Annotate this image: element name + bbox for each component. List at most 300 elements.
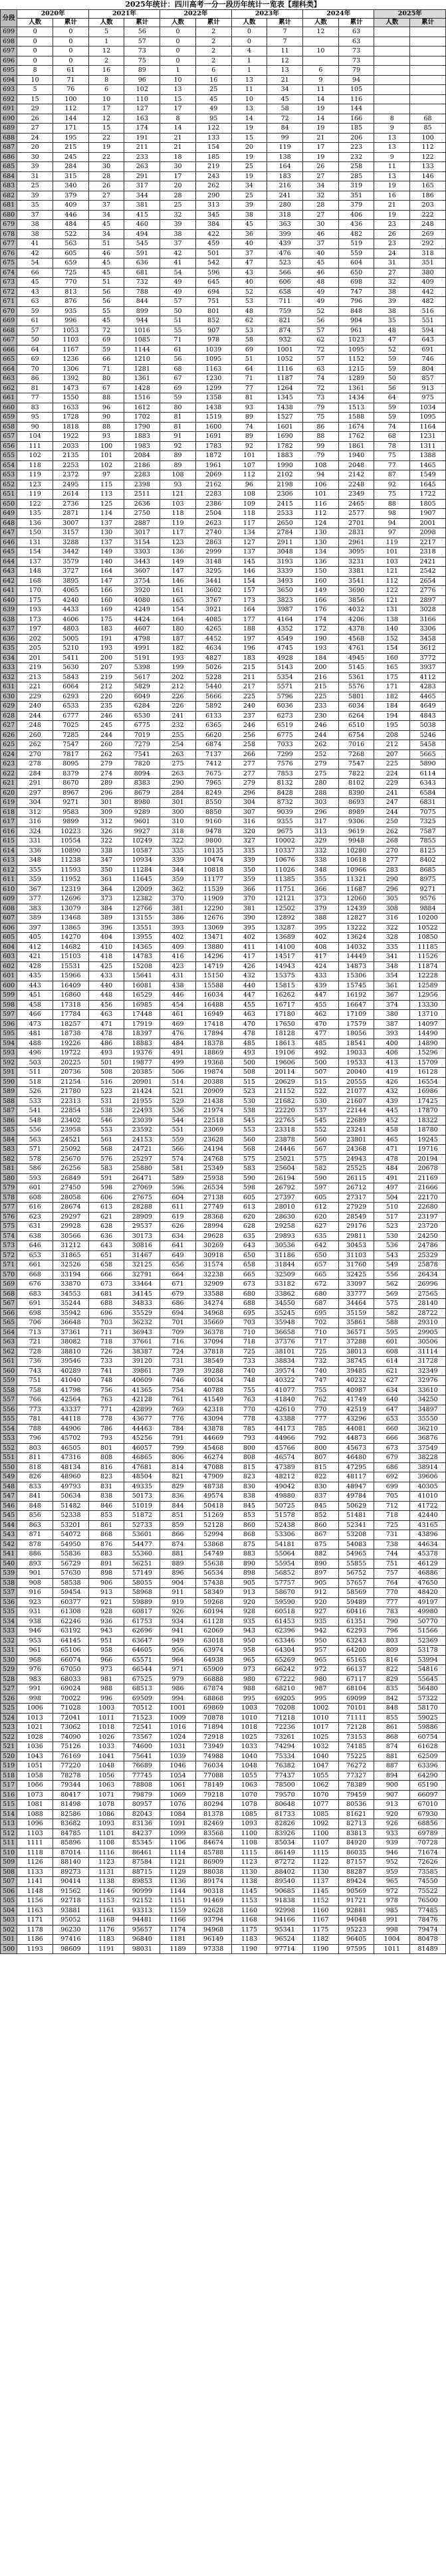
count-cell: 717 [303, 1338, 339, 1347]
count-cell: 754 [160, 1385, 196, 1395]
score-cell: 573 [1, 1241, 17, 1251]
count-cell: 458 [17, 1000, 53, 1010]
count-cell: 1168 [231, 1916, 267, 1926]
count-cell: 370 [231, 894, 267, 904]
count-cell: 1018 [88, 1723, 124, 1733]
cumulative-cell: 40788 [195, 1385, 231, 1395]
cumulative-cell: 42440 [410, 1511, 446, 1521]
cumulative-cell: 49 [195, 104, 231, 114]
count-cell: 408 [303, 942, 339, 952]
cumulative-cell: 2033 [53, 441, 89, 451]
count-cell: 244 [303, 730, 339, 740]
count-cell: 596 [160, 1183, 196, 1193]
count-cell: 339 [160, 856, 196, 866]
cumulative-cell: 28630 [267, 1212, 303, 1222]
count-cell: 916 [17, 1588, 53, 1598]
cumulative-cell: 89540 [267, 1877, 303, 1887]
cumulative-cell: 22220 [267, 1106, 303, 1116]
count-cell: 709 [160, 1328, 196, 1338]
table-row [1, 1694, 446, 1704]
cumulative-cell: 100 [410, 133, 446, 143]
count-cell: 868 [231, 1530, 267, 1540]
count-cell: 213 [17, 672, 53, 682]
count-cell: 275 [303, 769, 339, 779]
count-cell: 111 [17, 441, 53, 451]
cumulative-cell: 84237 [124, 1829, 160, 1838]
count-cell: 756 [88, 1385, 124, 1395]
cumulative-cell: 6064 [53, 682, 89, 692]
count-cell: 791 [160, 1434, 196, 1444]
cumulative-cell: 6831 [410, 798, 446, 808]
count-cell: 621 [374, 1366, 410, 1376]
cumulative-cell: 13865 [53, 923, 89, 933]
cumulative-cell: 52994 [195, 1530, 231, 1540]
table-row [1, 1646, 446, 1656]
cumulative-cell: 49980 [410, 1607, 446, 1617]
cumulative-cell: 11284 [124, 865, 160, 875]
count-cell: 101 [88, 451, 124, 461]
score-cell: 601 [1, 971, 17, 981]
count-cell: 1063 [231, 1781, 267, 1791]
count-cell: 920 [231, 1597, 267, 1607]
cumulative-cell: 13880 [195, 942, 231, 952]
count-cell: 913 [231, 1588, 267, 1598]
cumulative-cell: 76034 [195, 1761, 231, 1771]
count-cell: 20 [160, 181, 196, 191]
cumulative-cell: 56852 [267, 1569, 303, 1579]
count-cell: 48 [231, 306, 267, 316]
cumulative-cell: 29537 [124, 1222, 160, 1232]
cumulative-cell: 16529 [124, 991, 160, 1001]
score-cell: 646 [1, 538, 17, 547]
score-cell: 515 [1, 1800, 17, 1810]
cumulative-cell: 23039 [124, 1116, 160, 1126]
count-cell: 246 [88, 711, 124, 721]
cumulative-cell: 16192 [338, 991, 374, 1001]
cumulative-cell: 27675 [124, 1193, 160, 1203]
table-row [1, 1482, 446, 1492]
count-cell: 57 [303, 355, 339, 365]
cumulative-cell: 74600 [124, 1742, 160, 1752]
count-cell: 658 [88, 1260, 124, 1270]
count-cell: 30 [160, 162, 196, 172]
table-row [1, 1385, 446, 1395]
score-cell: 672 [1, 287, 17, 297]
count-cell: 0 [160, 56, 196, 66]
cumulative-cell: 1674 [338, 422, 374, 432]
cumulative-cell: 3193 [267, 557, 303, 567]
cumulative-cell: 60754 [410, 1732, 446, 1742]
count-cell: 277 [374, 856, 410, 866]
count-cell: 901 [17, 1569, 53, 1579]
cumulative-cell: 1103 [53, 336, 89, 346]
cumulative-cell: 379 [338, 201, 374, 211]
count-cell: 79 [303, 403, 339, 413]
cumulative-cell: 14365 [124, 942, 160, 952]
count-cell: 891 [88, 1559, 124, 1569]
year-header: 2020年 [17, 10, 88, 19]
count-cell: 304 [231, 798, 267, 808]
count-cell: 583 [231, 1164, 267, 1174]
count-cell [374, 37, 410, 47]
cumulative-cell: 5026 [195, 663, 231, 673]
count-cell: 566 [160, 1145, 196, 1155]
count-cell: 200 [88, 653, 124, 663]
cumulative-cell: 16409 [53, 981, 89, 991]
count-cell: 183 [231, 653, 267, 663]
count-cell: 848 [17, 1501, 53, 1511]
count-cell: 29 [17, 104, 53, 114]
score-cell: 623 [1, 759, 17, 769]
count-cell: 28 [303, 201, 339, 211]
score-cell: 568 [1, 1289, 17, 1299]
score-cell: 598 [1, 1000, 17, 1010]
count-cell: 1137 [303, 1877, 339, 1887]
score-cell: 564 [1, 1328, 17, 1338]
cumulative-cell: 9884 [410, 904, 446, 914]
cumulative-cell: 2372 [53, 470, 89, 480]
count-cell: 262 [88, 749, 124, 759]
table-row [1, 865, 446, 875]
cumulative-cell: 379 [53, 191, 89, 201]
count-cell: 465 [374, 1135, 410, 1145]
table-row [1, 171, 446, 181]
cumulative-cell: 14490 [410, 1029, 446, 1039]
cumulative-cell [410, 37, 446, 47]
count-cell [303, 56, 339, 66]
count-cell: 50 [17, 336, 53, 346]
cumulative-cell: 13 [267, 66, 303, 76]
count-cell: 21 [303, 133, 339, 143]
cumulative-cell: 57438 [195, 1578, 231, 1588]
cumulative-cell: 436 [338, 220, 374, 230]
count-cell: 75 [303, 413, 339, 423]
cumulative-cell: 80536 [338, 1800, 374, 1810]
score-cell: 613 [1, 856, 17, 866]
count-cell: 898 [231, 1569, 267, 1579]
count-cell: 803 [17, 1443, 53, 1453]
cumulative-cell: 33588 [195, 1289, 231, 1299]
count-cell: 718 [231, 1338, 267, 1347]
cumulative-cell: 6034 [338, 702, 374, 712]
table-row [1, 837, 446, 846]
cumulative-cell: 67930 [410, 1809, 446, 1819]
count-cell: 1153 [88, 1896, 124, 1906]
count-cell: 1066 [17, 1781, 53, 1791]
cumulative-cell: 75225 [338, 1751, 374, 1761]
count-cell: 61 [17, 316, 53, 326]
count-cell: 926 [374, 1819, 410, 1829]
count-cell: 766 [17, 1395, 53, 1405]
cumulative-cell: 4378 [338, 625, 374, 635]
cumulative-cell: 409 [53, 201, 89, 211]
table-row [1, 1193, 446, 1203]
cumulative-cell: 1922 [53, 432, 89, 442]
cumulative-cell: 71028 [53, 1704, 89, 1714]
cumulative-cell: 97595 [338, 1944, 374, 1954]
count-cell: 770 [374, 1588, 410, 1598]
score-cell: 586 [1, 1116, 17, 1126]
count-cell: 150 [303, 567, 339, 577]
score-cell: 628 [1, 711, 17, 721]
cumulative-cell: 523 [267, 258, 303, 268]
count-cell: 101 [231, 451, 267, 461]
cumulative-cell: 216 [267, 181, 303, 191]
count-cell: 514 [160, 1077, 196, 1087]
count-cell: 1108 [88, 1838, 124, 1848]
table-row [1, 1877, 446, 1887]
cumulative-cell: 38914 [410, 1462, 446, 1472]
score-cell: 519 [1, 1761, 17, 1771]
count-cell: 232 [160, 721, 196, 731]
cumulative-cell: 415 [124, 210, 160, 220]
cumulative-cell: 20225 [53, 1058, 89, 1068]
count-cell: 1 [160, 66, 196, 76]
cumulative-cell: 11751 [267, 884, 303, 894]
count-cell: 906 [88, 1578, 124, 1588]
cumulative-cell: 79218 [195, 1790, 231, 1800]
count-cell: 731 [160, 1357, 196, 1367]
count-cell: 266 [231, 749, 267, 759]
cumulative-cell: 40609 [124, 1376, 160, 1386]
score-cell: 551 [1, 1453, 17, 1463]
cumulative-cell: 7855 [410, 837, 446, 846]
cumulative-cell: 83813 [338, 1829, 374, 1838]
cumulative-cell: 1527 [267, 413, 303, 423]
cumulative-cell: 519 [338, 239, 374, 249]
count-cell: 1092 [303, 1819, 339, 1829]
cumulative-cell: 844 [124, 297, 160, 307]
table-row [1, 1569, 446, 1579]
cumulative-cell: 0 [53, 37, 89, 47]
cumulative-cell: 1236 [53, 355, 89, 365]
count-cell: 536 [374, 1241, 410, 1251]
count-cell: 845 [303, 1501, 339, 1511]
cumulative-cell: 90569 [338, 1886, 374, 1896]
count-cell: 379 [303, 904, 339, 914]
cumulative-cell: 1230 [195, 374, 231, 384]
cumulative-cell: 5801 [338, 692, 374, 702]
cumulative-cell: 63 [338, 27, 374, 37]
cumulative-cell: 34145 [124, 1289, 160, 1299]
cumulative-cell: 58538 [53, 1578, 89, 1588]
cumulative-cell: 5843 [53, 672, 89, 682]
table-row [1, 1173, 446, 1183]
cumulative-cell: 81498 [53, 1800, 89, 1810]
cumulative-cell: 2871 [53, 509, 89, 519]
cumulative-cell: 18378 [195, 1039, 231, 1048]
cumulative-cell: 49335 [124, 1482, 160, 1492]
table-row [1, 1135, 446, 1145]
score-cell: 685 [1, 162, 17, 172]
count-cell: 15 [88, 124, 124, 134]
count-cell: 354 [374, 971, 410, 981]
cumulative-cell: 2349 [338, 490, 374, 500]
count-cell: 17 [88, 104, 124, 114]
cumulative-cell: 11321 [338, 875, 374, 885]
score-cell: 502 [1, 1925, 17, 1935]
count-cell: 1115 [231, 1848, 267, 1858]
cumulative-cell: 5576 [338, 682, 374, 692]
cumulative-cell: 1299 [195, 383, 231, 393]
count-cell: 1099 [160, 1829, 196, 1838]
cumulative-header: 累计 [124, 19, 160, 27]
cumulative-cell: 2098 [410, 528, 446, 538]
count-cell: 591 [88, 1173, 124, 1183]
cumulative-cell: 62396 [267, 1627, 303, 1636]
table-row [1, 1347, 446, 1357]
count-cell: 1 [231, 66, 267, 76]
count-cell: 886 [17, 1549, 53, 1559]
count-cell: 49 [160, 278, 196, 288]
count-cell: 263 [160, 749, 196, 759]
count-cell: 966 [88, 1655, 124, 1665]
score-cell: 690 [1, 114, 17, 124]
cumulative-cell: 37288 [338, 1338, 374, 1347]
cumulative-cell: 31467 [124, 1250, 160, 1260]
count-cell: 688 [231, 1299, 267, 1309]
count-cell: 240 [231, 702, 267, 712]
table-row [1, 1713, 446, 1723]
table-row [1, 239, 446, 249]
table-row [1, 1732, 446, 1742]
table-row [1, 1520, 446, 1530]
cumulative-cell: 7016 [338, 740, 374, 750]
cumulative-cell: 1289 [338, 374, 374, 384]
count-cell: 523 [88, 1087, 124, 1097]
cumulative-cell: 51566 [410, 1627, 446, 1636]
score-cell: 647 [1, 528, 17, 538]
table-row [1, 1751, 446, 1761]
score-cell: 501 [1, 1935, 17, 1945]
count-cell: 582 [303, 1164, 339, 1174]
cumulative-cell: 122 [410, 152, 446, 162]
count-cell: 270 [374, 846, 410, 856]
cumulative-cell: 15306 [338, 971, 374, 981]
cumulative-cell: 643 [410, 336, 446, 346]
count-cell: 81 [17, 383, 53, 393]
cumulative-cell: 56752 [338, 1569, 374, 1579]
table-row [1, 634, 446, 644]
cumulative-cell: 19376 [124, 1048, 160, 1058]
count-cell: 800 [303, 1443, 339, 1453]
cumulative-cell: 76272 [338, 1761, 374, 1771]
cumulative-cell: 10587 [124, 846, 160, 856]
score-cell: 575 [1, 1222, 17, 1232]
count-cell: 62 [303, 336, 339, 346]
count-cell: 998 [374, 1925, 410, 1935]
cumulative-cell: 30453 [338, 1241, 374, 1251]
cumulative-cell: 25880 [124, 1164, 160, 1174]
count-cell: 666 [374, 1434, 410, 1444]
count-cell: 503 [17, 1058, 53, 1068]
cumulative-cell: 163 [124, 114, 160, 124]
cumulative-cell: 746 [410, 355, 446, 365]
count-cell: 12 [88, 114, 124, 124]
score-cell: 566 [1, 1308, 17, 1318]
count-cell: 923 [17, 1597, 53, 1607]
cumulative-cell: 18397 [124, 1029, 160, 1039]
cumulative-cell: 7299 [267, 749, 303, 759]
count-cell: 119 [17, 490, 53, 500]
cumulative-cell: 381 [124, 201, 160, 211]
count-cell: 140 [374, 625, 410, 635]
count-cell: 42 [17, 248, 53, 258]
cumulative-cell: 96149 [195, 1935, 231, 1945]
table-row [1, 124, 446, 134]
count-cell: 71 [231, 374, 267, 384]
count-cell: 1026 [88, 1732, 124, 1742]
count-cell: 89 [160, 451, 196, 461]
cumulative-cell: 84674 [195, 1838, 231, 1848]
cumulative-cell: 3443 [124, 557, 160, 567]
table-row [1, 1896, 446, 1906]
count-cell: 1062 [303, 1781, 339, 1791]
count-cell: 562 [374, 1280, 410, 1290]
count-cell: 683 [17, 1289, 53, 1299]
count-cell: 515 [303, 1077, 339, 1087]
count-cell: 836 [160, 1492, 196, 1502]
cumulative-cell: 604 [338, 258, 374, 268]
cumulative-cell: 1016 [124, 326, 160, 336]
count-cell: 900 [374, 1781, 410, 1791]
count-cell: 736 [17, 1357, 53, 1367]
count-cell: 69 [231, 345, 267, 355]
count-cell: 762 [303, 1395, 339, 1405]
cumulative-cell: 4112 [410, 672, 446, 682]
count-cell: 31 [17, 171, 53, 181]
cumulative-cell: 725 [53, 268, 89, 278]
count-cell: 339 [231, 856, 267, 866]
cumulative-cell: 4568 [338, 634, 374, 644]
table-row [1, 894, 446, 904]
count-cell: 1151 [160, 1896, 196, 1906]
cumulative-cell: 1361 [124, 374, 160, 384]
score-cell: 553 [1, 1434, 17, 1444]
count-cell: 568 [231, 1145, 267, 1155]
cumulative-cell: 24768 [195, 1154, 231, 1164]
count-cell: 137 [88, 538, 124, 547]
cumulative-cell: 4080 [124, 595, 160, 605]
cumulative-cell: 7268 [338, 749, 374, 759]
count-cell: 1189 [160, 1944, 196, 1954]
count-cell: 538 [88, 1106, 124, 1116]
count-cell: 13 [374, 143, 410, 153]
count-cell: 1033 [231, 1742, 267, 1752]
count-cell: 402 [160, 933, 196, 943]
count-cell: 193 [160, 653, 196, 663]
cumulative-cell: 18738 [53, 1029, 89, 1039]
cumulative-cell: 15745 [338, 981, 374, 991]
cumulative-cell: 97338 [195, 1944, 231, 1954]
cumulative-cell: 1790 [124, 422, 160, 432]
cumulative-cell: 50725 [267, 1501, 303, 1511]
count-cell: 57 [160, 297, 196, 307]
cumulative-cell: 476 [267, 248, 303, 258]
count-cell: 588 [374, 1318, 410, 1328]
cumulative-cell: 821 [267, 316, 303, 326]
cumulative-cell: 76689 [124, 1761, 160, 1771]
cumulative-cell: 22313 [53, 1096, 89, 1106]
cumulative-cell: 446 [53, 210, 89, 220]
cumulative-cell: 3048 [267, 547, 303, 557]
count-cell: 301 [88, 798, 124, 808]
cumulative-cell: 22493 [124, 1106, 160, 1116]
count-cell: 703 [88, 1318, 124, 1328]
count-cell: 118 [160, 509, 196, 519]
count-cell: 898 [88, 1569, 124, 1579]
score-cell: 649 [1, 509, 17, 519]
